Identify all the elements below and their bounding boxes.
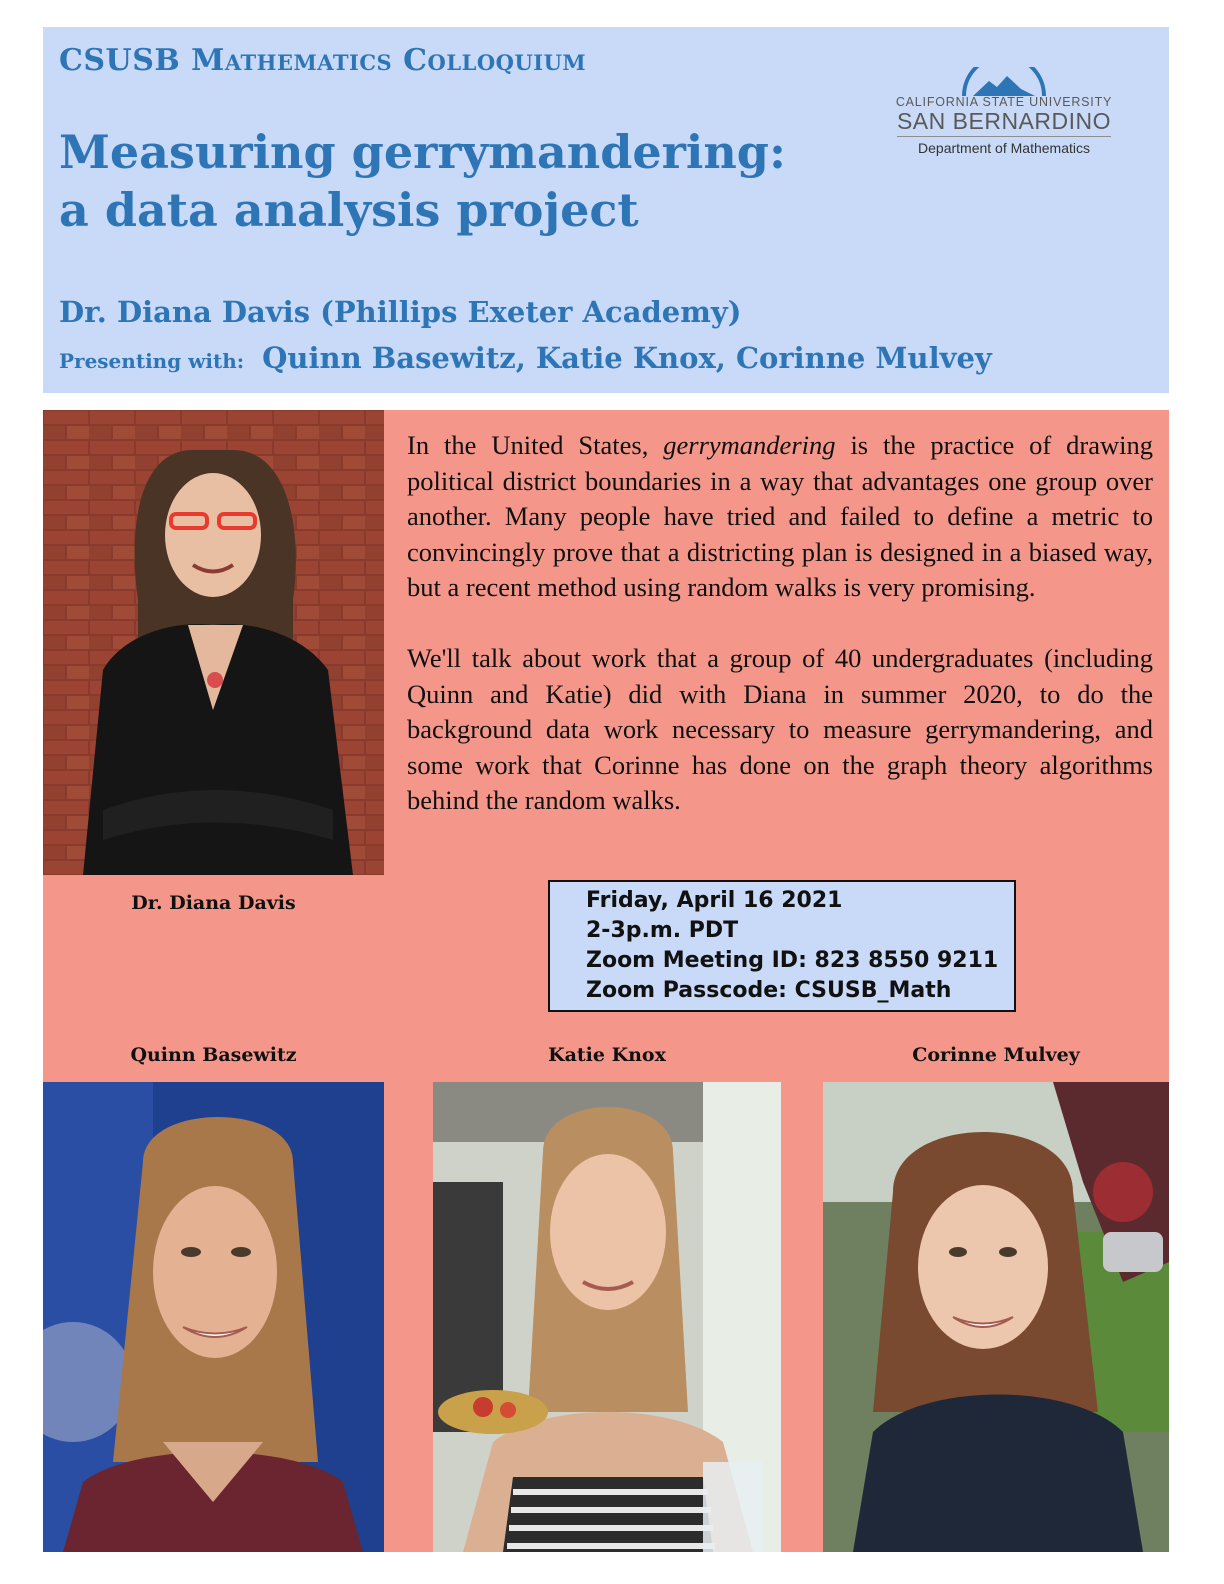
caption-corinne-mulvey: Corinne Mulvey — [912, 1044, 1080, 1066]
caption-quinn-basewitz: Quinn Basewitz — [130, 1044, 297, 1066]
presenting-label: Presenting with: — [59, 349, 245, 373]
photo-diana-davis — [43, 410, 384, 875]
photo-quinn-basewitz — [43, 1082, 384, 1552]
event-date: Friday, April 16 2021 — [586, 888, 843, 913]
presenting-line — [59, 341, 992, 375]
caption-katie-knox: Katie Knox — [548, 1044, 666, 1066]
photo-katie-knox — [433, 1082, 781, 1552]
title-line-2: a data analysis project — [59, 183, 639, 237]
presenting-names: Quinn Basewitz, Katie Knox, Corinne Mulvey — [262, 341, 992, 375]
talk-title — [59, 123, 786, 239]
speaker-line: Dr. Diana Davis (Phillips Exeter Academy) — [59, 295, 742, 329]
csusb-logo — [889, 67, 1119, 177]
abstract-p1-emphasis: gerrymandering — [663, 430, 836, 460]
colloquium-series: CSUSB Mathematics Colloquium — [59, 43, 587, 78]
caption-diana-davis: Dr. Diana Davis — [131, 892, 296, 914]
logo-line-1: CALIFORNIA STATE UNIVERSITY — [895, 95, 1113, 109]
abstract-paragraph-1 — [407, 428, 1153, 606]
photo-corinne-mulvey — [823, 1082, 1169, 1552]
mountain-arc-icon — [959, 67, 1049, 97]
abstract — [407, 428, 1153, 854]
title-line-1: Measuring gerrymandering: — [59, 125, 786, 179]
event-time: 2-3p.m. PDT — [586, 918, 739, 943]
abstract-p1-start: In the United States, — [407, 430, 664, 460]
zoom-meeting-id: Zoom Meeting ID: 823 8550 9211 — [586, 948, 999, 973]
abstract-paragraph-2: We'll talk about work that a group of 40 undergraduates (including Quinn and Katie) did with Diana in summer 2020, to do the background data work necessary to measure gerrymandering, and some work that Corinne has done on the graph theory algorithms behind the random walks. — [407, 642, 1153, 816]
abstract-p1-rest: is the practice of drawing political district boundaries in a way that advantages one group over another. Many people have tried and failed to define a metric to convincingly prove that a districting plan is designed in a biased way, but a recent method using random walks is very promising. — [407, 430, 1154, 603]
main-panel — [43, 410, 1169, 1552]
logo-line-3: Department of Mathematics — [918, 140, 1090, 156]
header-panel — [43, 27, 1169, 393]
event-details-box — [548, 880, 1016, 1012]
logo-divider — [897, 136, 1111, 137]
zoom-passcode: Zoom Passcode: CSUSB_Math — [586, 978, 952, 1003]
logo-line-2: SAN BERNARDINO — [896, 108, 1112, 134]
